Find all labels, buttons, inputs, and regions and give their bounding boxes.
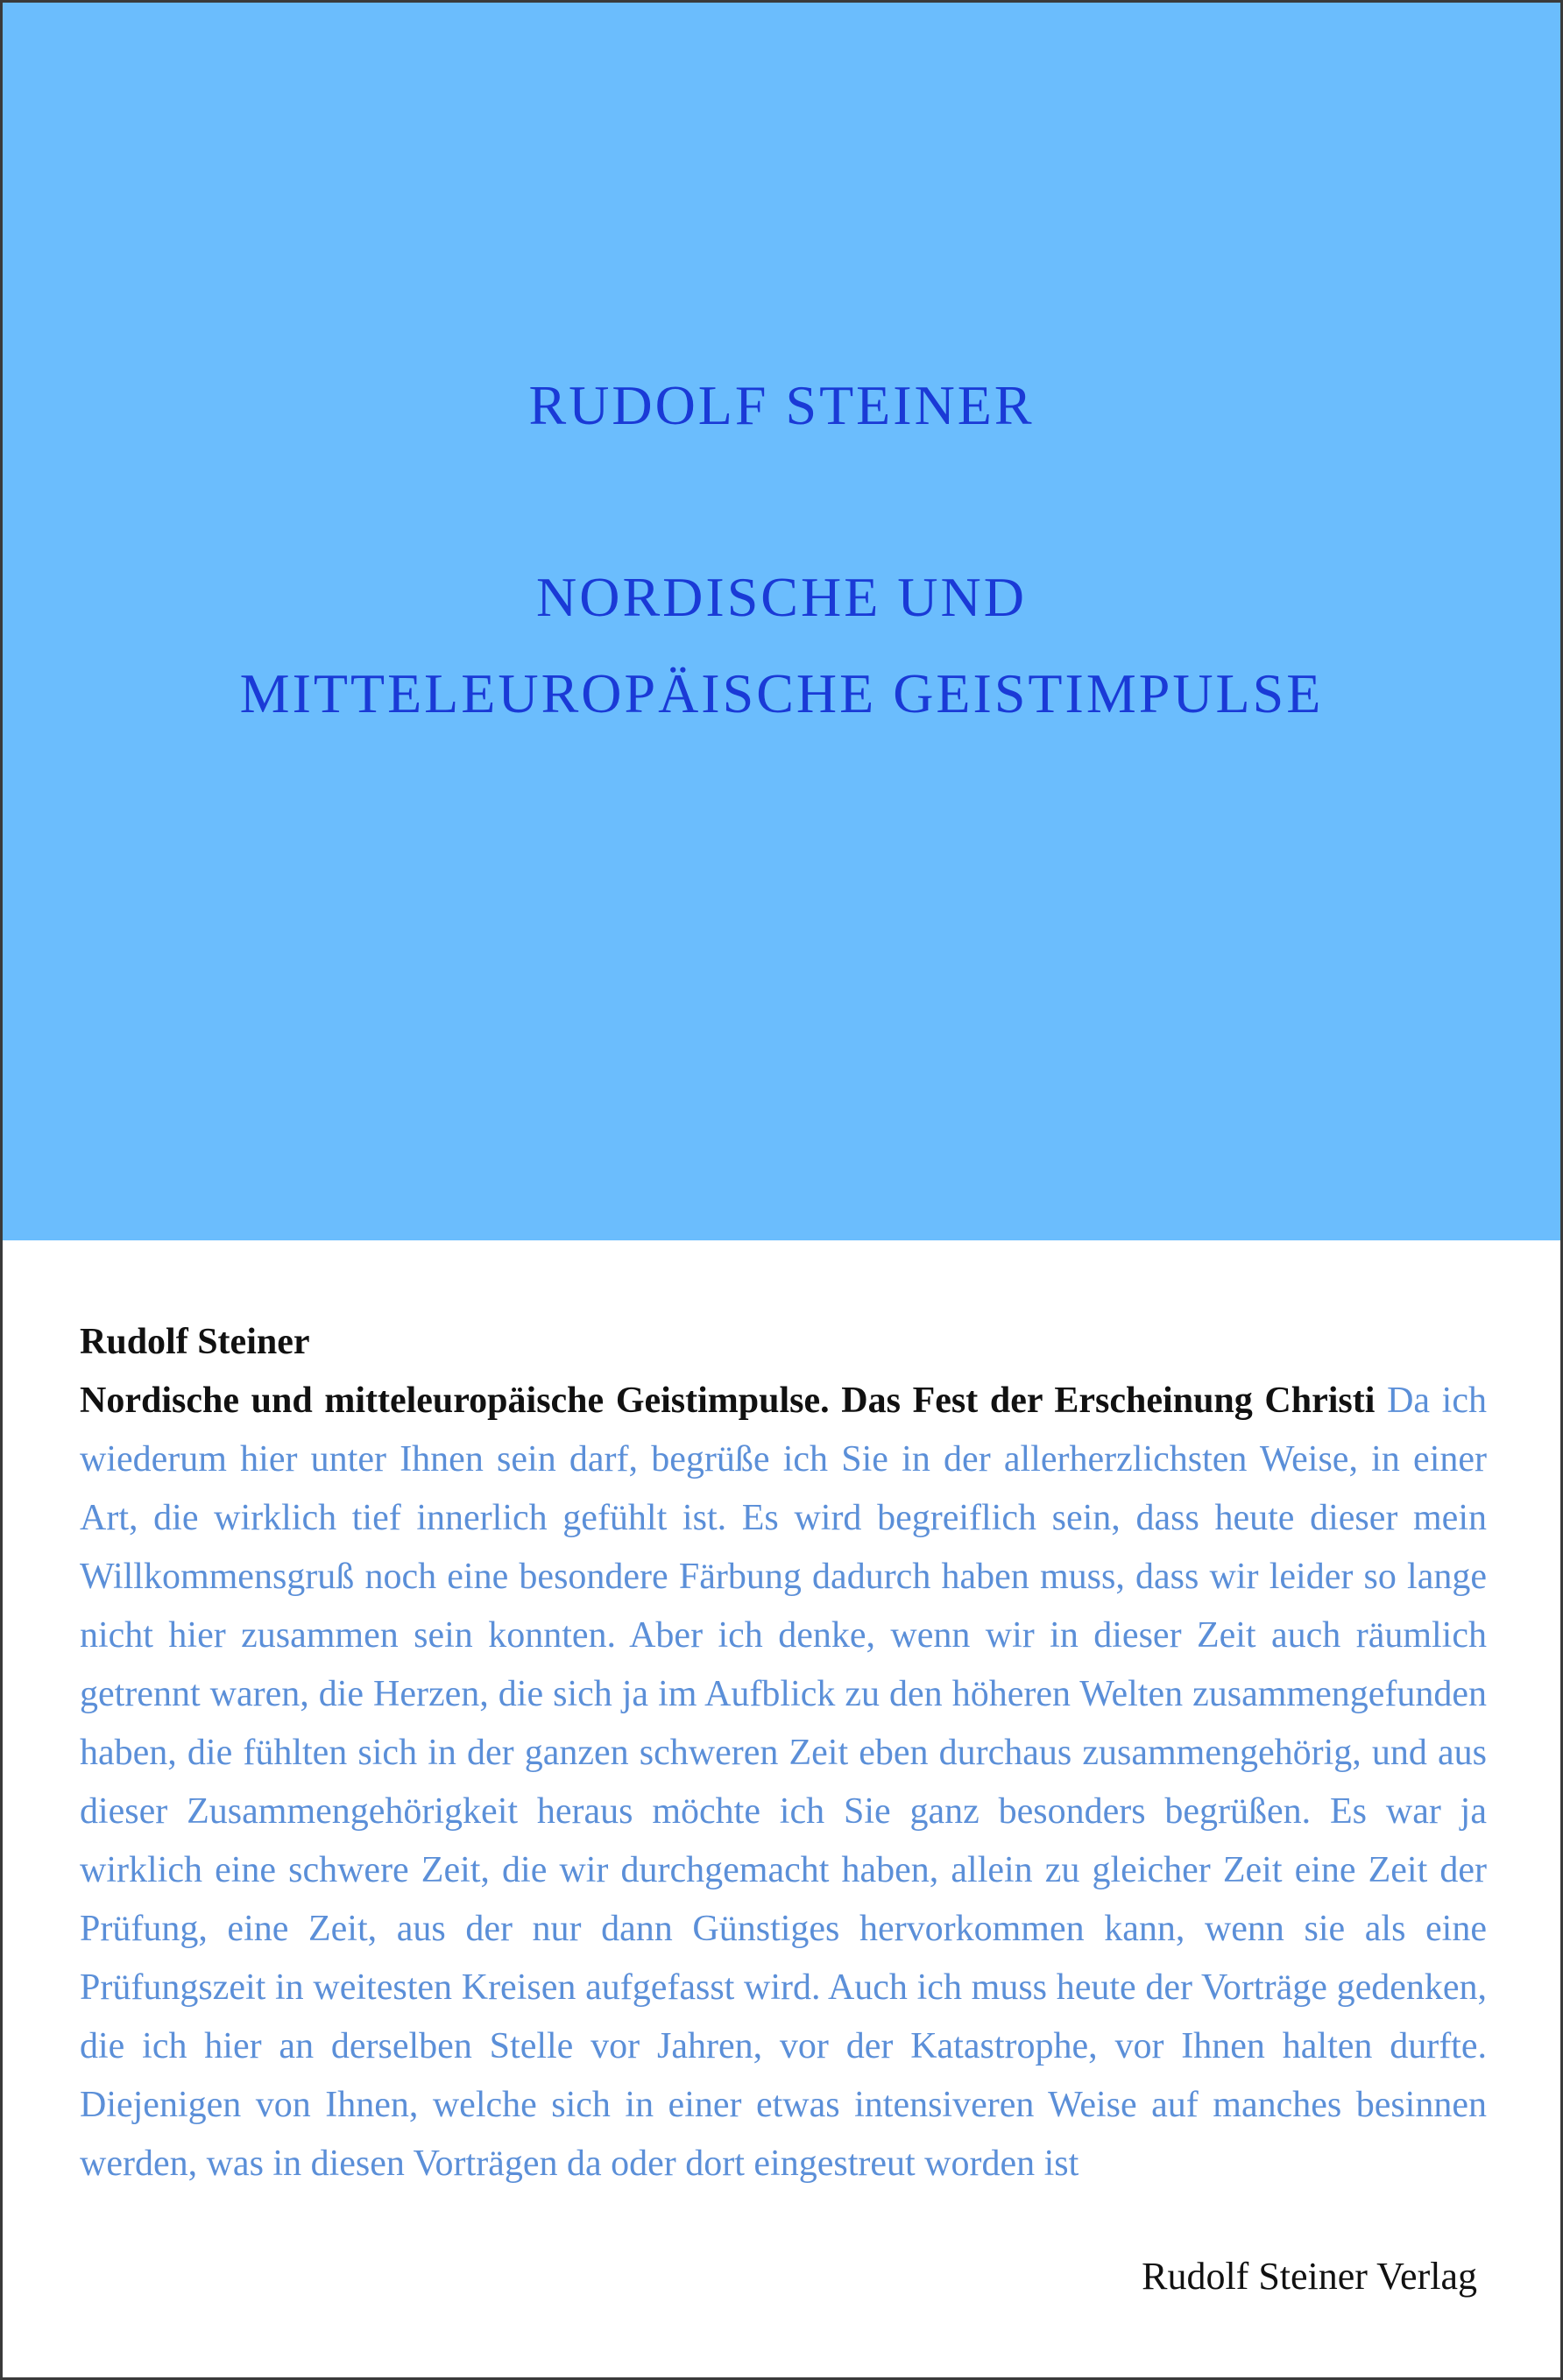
blurb-excerpt: Da ich wiederum hier unter Ihnen sein darf, begrüße ich Sie in der allerherzlichsten Weise, in einer Art, die wirklich tief innerlich gefühlt ist. Es wird begreiflich sein, dass heute dieser mein Willkommensgruß noch eine besondere Färbung dadurch haben muss, dass wir leider so lange nicht hier zusammen sein konnten. Aber ich denke, wenn wir in dieser Zeit auch räumlich getrennt waren, die Herzen, die sich ja im Aufblick zu den höheren Welten zusammengefunden haben, die fühlten sich in der ganzen schweren Zeit eben durchaus zusammengehörig, und aus dieser Zusammengehörigkeit heraus möchte ich Sie ganz besonders begrüßen. Es war ja wirklich eine schwere Zeit, die wir durchgemacht haben, allein zu gleicher Zeit eine Zeit der Prüfung, eine Zeit, aus der nur dann Günstiges hervorkommen kann, wenn sie als eine Prüfungszeit in weitesten Kreisen aufgefasst wird. Auch ich muss heute der Vorträge gedenken, die ich hier an derselben Stelle vor Jahren, vor der Katastrophe, vor Ihnen halten durfte. Diejenigen von Ihnen, welche sich in einer etwas intensiveren Weise auf manches besinnen werden, was in diesen Vorträgen da oder dort eingestreut worden ist	[80, 1381, 1487, 2184]
blurb-title: Nordische und mitteleuropäische Geistimpulse. Das Fest der Erscheinung Christi	[80, 1381, 1376, 1421]
cover-color-panel	[3, 3, 1560, 1240]
cover-author: RUDOLF STEINER	[528, 374, 1035, 436]
cover-title	[3, 549, 1560, 742]
cover-title-line-2: MITTELEUROPÄISCHE GEISTIMPULSE	[239, 662, 1324, 724]
publisher-name: Rudolf Steiner Verlag	[1142, 2255, 1477, 2298]
blurb-paragraph	[80, 1372, 1487, 2193]
back-author: Rudolf Steiner	[80, 1322, 310, 1362]
back-text-block	[80, 1312, 1487, 2193]
cover-title-line-1: NORDISCHE UND	[536, 566, 1027, 628]
